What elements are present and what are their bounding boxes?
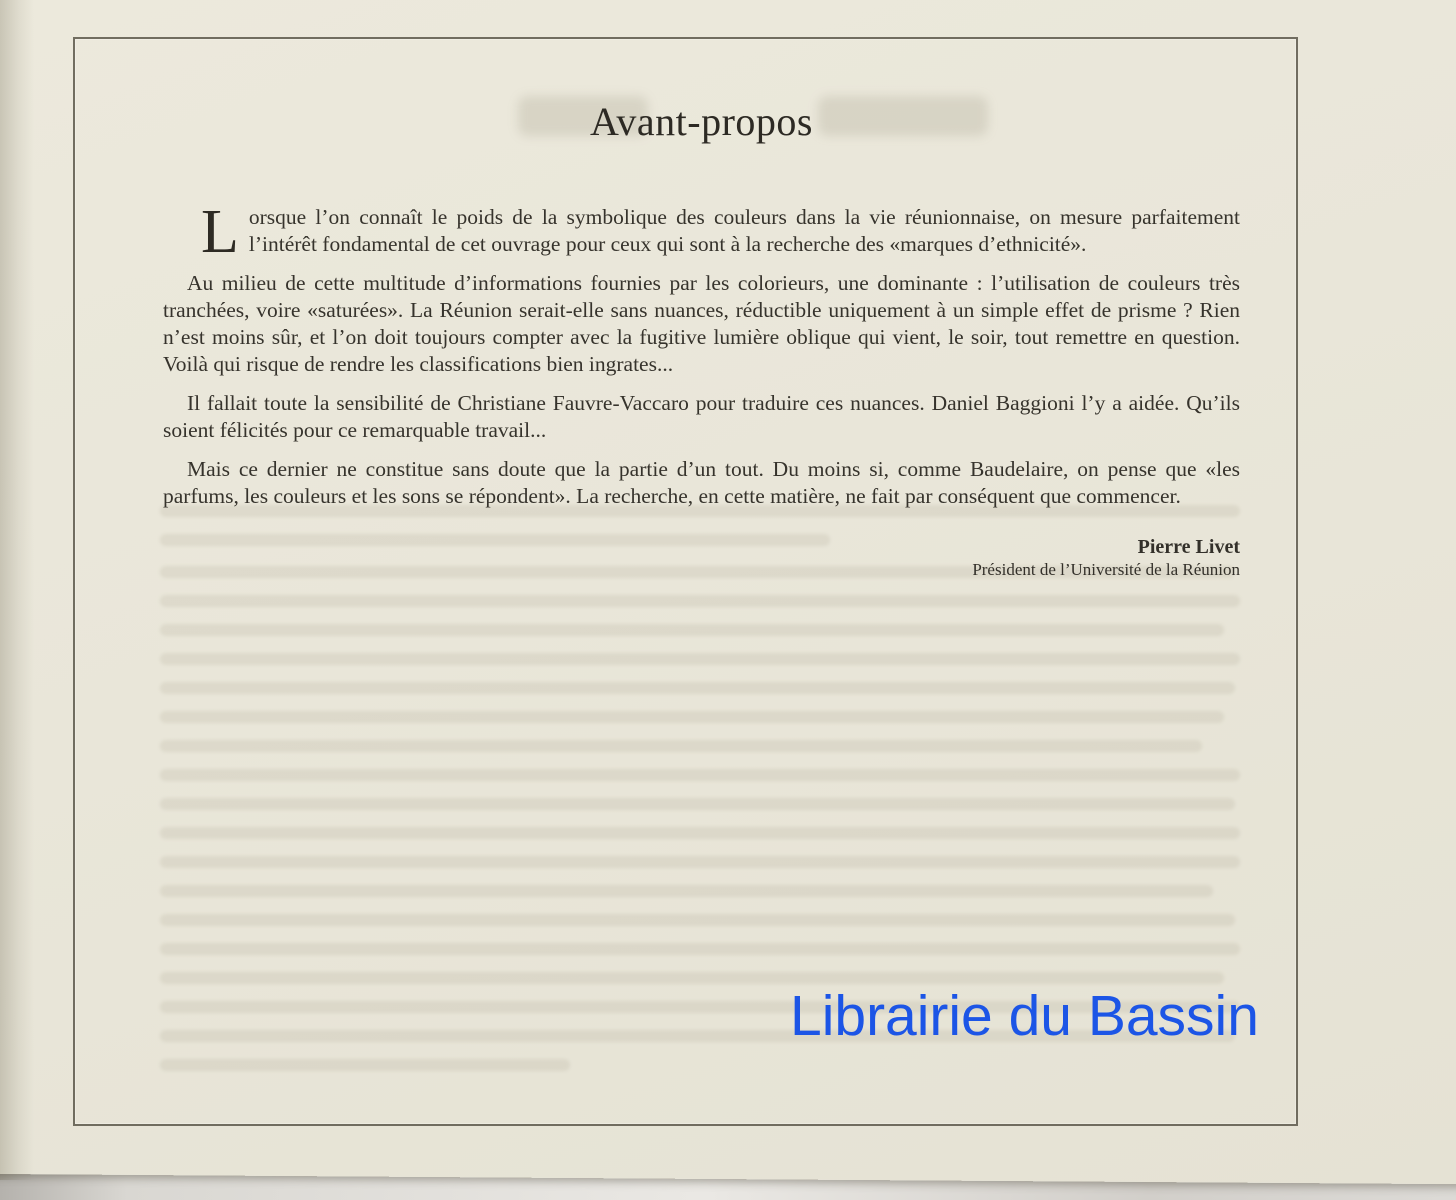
signature-role: Président de l’Université de la Réunion — [972, 560, 1240, 579]
bookseller-watermark: Librairie du Bassin — [790, 984, 1259, 1048]
signature-name: Pierre Livet — [1137, 536, 1240, 558]
paragraph: Au milieu de cette multitude d’informations fournies par les colorieurs, une dominante : l’utilisation de couleurs très tranchées, voire «saturées». La Réunion serait-elle sans nuances, réductible uniquement à un simple effet de prisme ? Rien n’est moins sûr, et l’on doit toujours compter avec la fugitive lumière oblique qui vient, le soir, tout remettre en question. Voilà qui risque de rendre les classifications bien ingrates... — [163, 271, 1240, 376]
page-content — [163, 100, 1240, 580]
signature-block — [163, 536, 1240, 580]
page-title: Avant-propos — [590, 99, 813, 144]
paragraph: Il fallait toute la sensibilité de Christiane Fauvre-Vaccaro pour traduire ces nuances. Daniel Baggioni l’y a aidée. Qu’ils soient félicités pour ce remarquable travail... — [163, 391, 1240, 442]
paragraph-text: orsque l’on connaît le poids de la symbolique des couleurs dans la vie réunionnaise, on mesure parfaitement l’intérêt fondamental de cet ouvrage pour ceux qui sont à la recherche des «marques d’ethnicité». — [248, 205, 1240, 256]
page-curl-shadow — [0, 0, 34, 1180]
paragraph: Mais ce dernier ne constitue sans doute que la partie d’un tout. Du moins si, comme Baudelaire, on pense que «les parfums, les couleurs et les sons se répondent». La recherche, en cette matière, ne fait par conséquent que commencer. — [163, 457, 1240, 508]
paragraph — [201, 198, 1240, 266]
scan-surface — [0, 1174, 1456, 1200]
drop-cap: L — [201, 198, 239, 266]
